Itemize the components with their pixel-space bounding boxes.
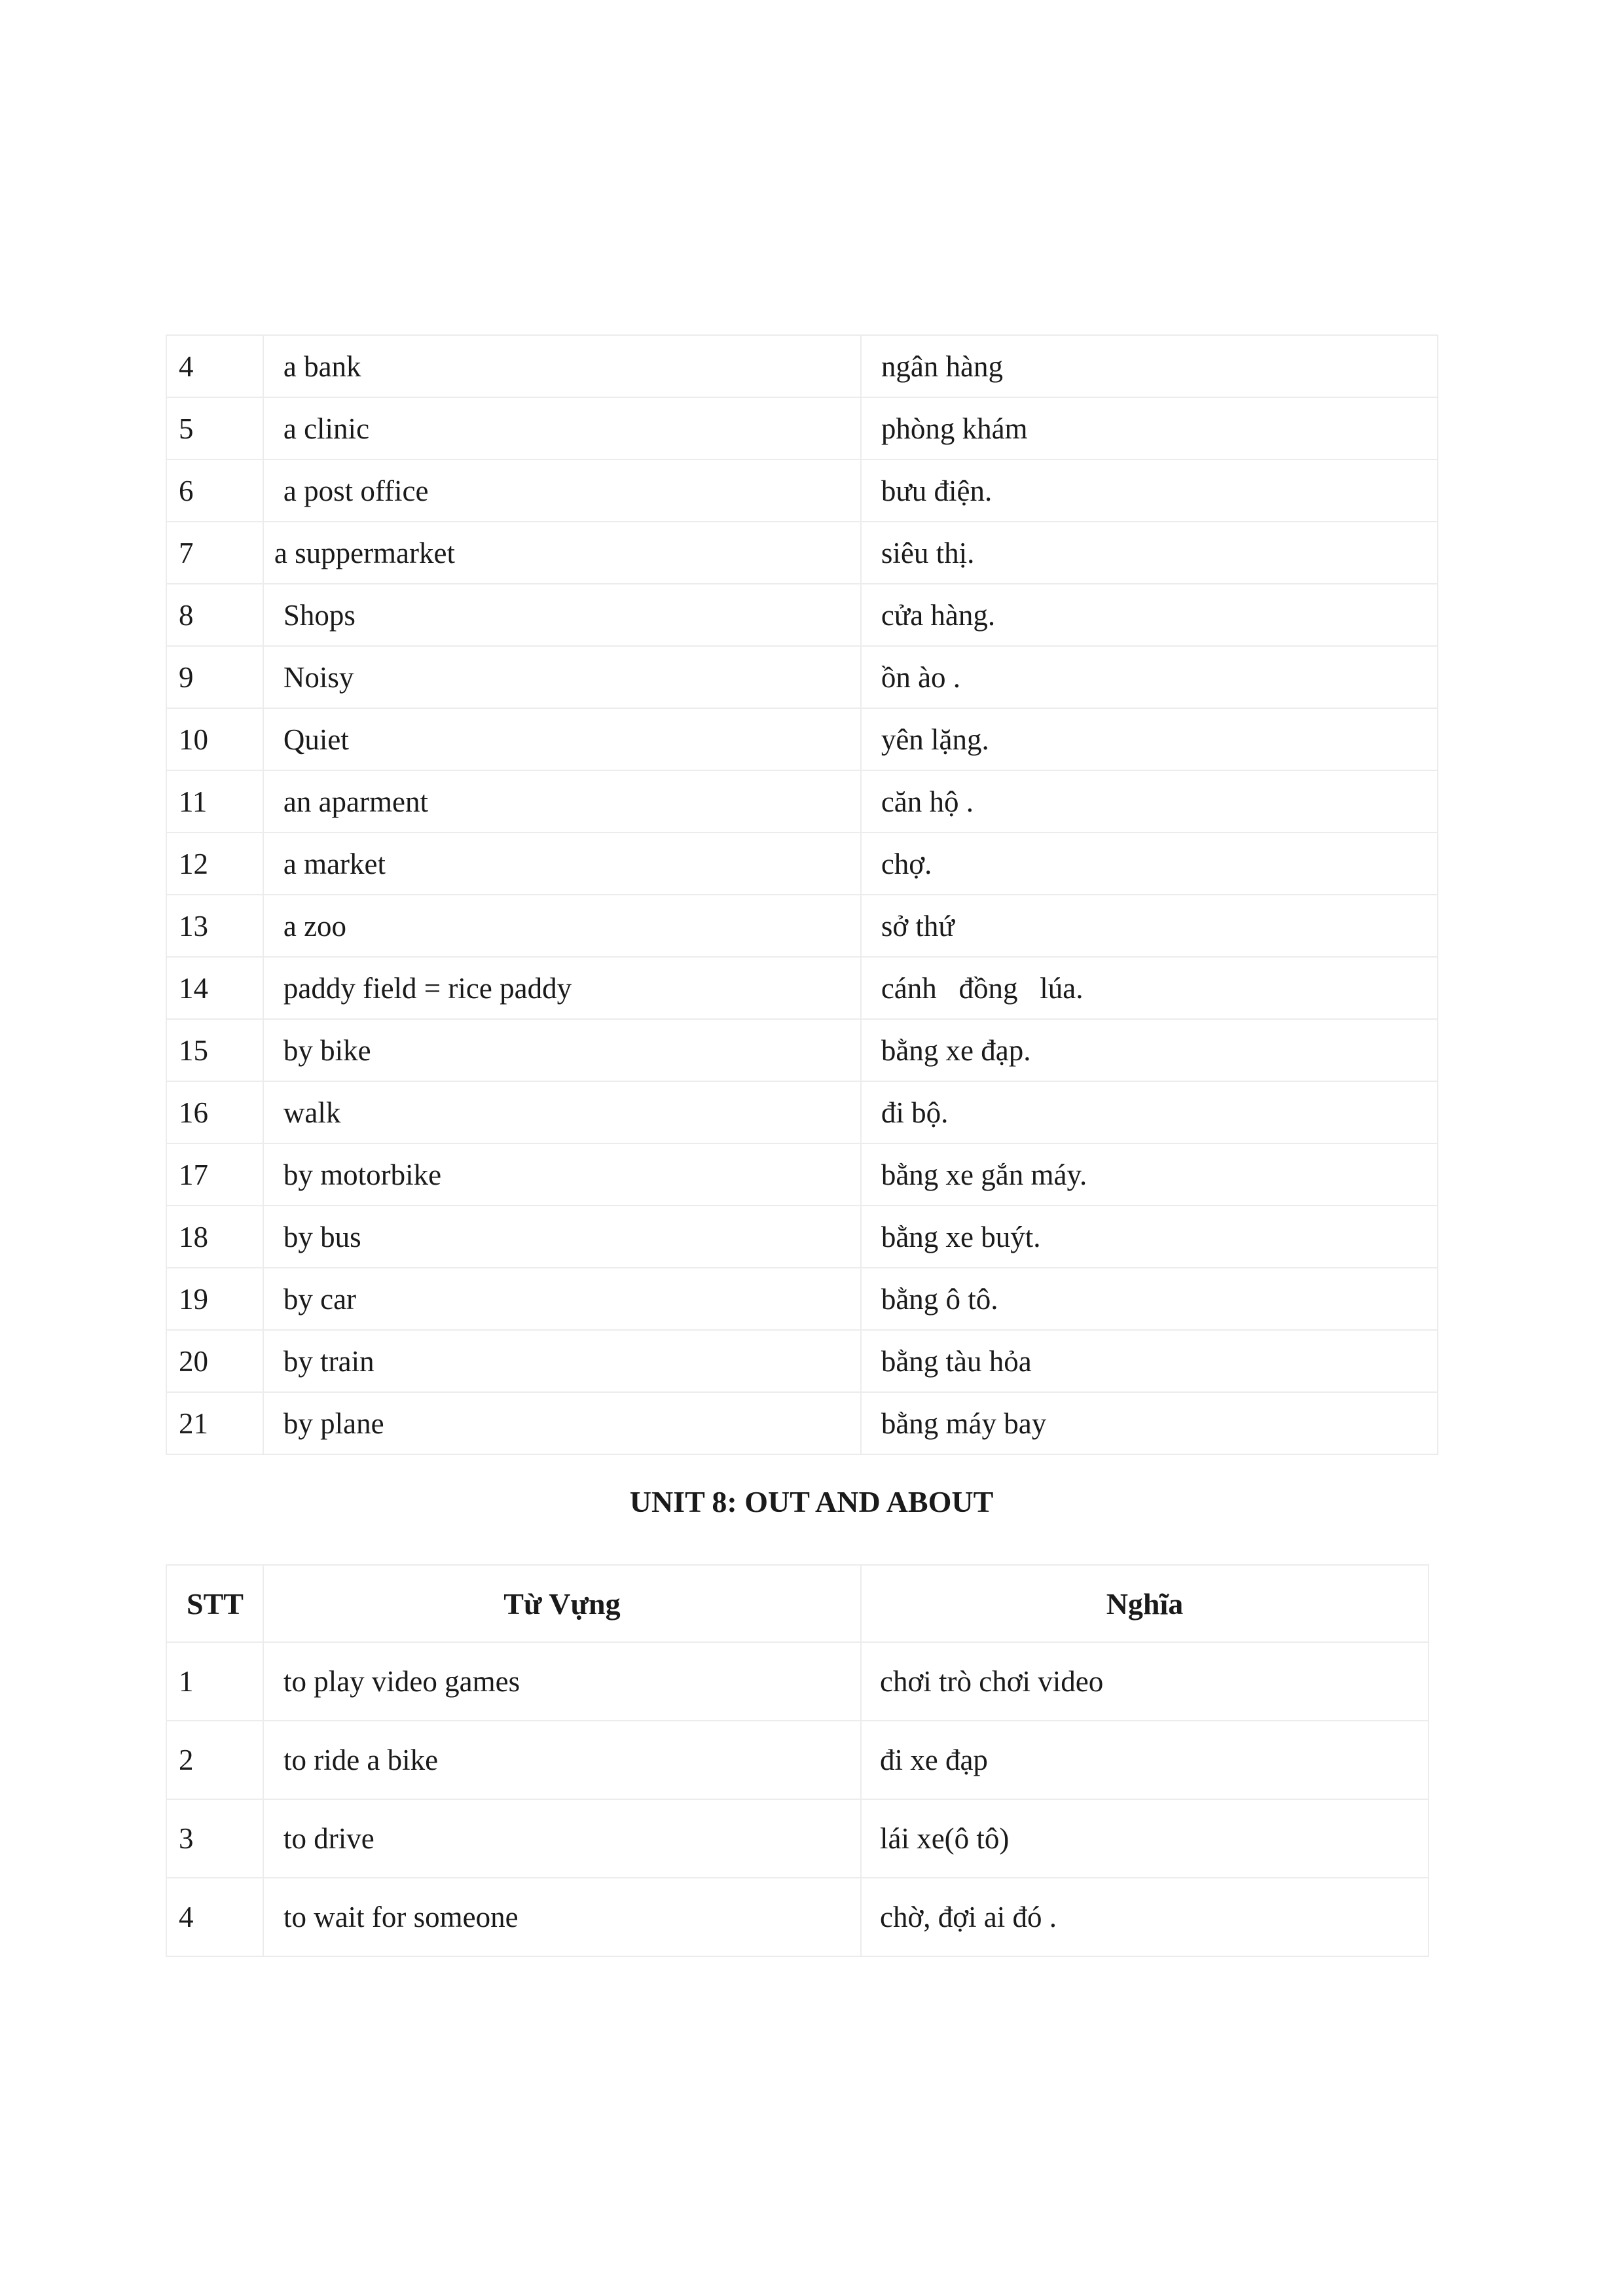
vocabulary-word: a bank — [263, 335, 861, 397]
word-meaning: bằng xe gắn máy. — [861, 1143, 1438, 1206]
word-meaning: cửa hàng. — [861, 584, 1438, 646]
row-number: 4 — [166, 335, 263, 397]
row-number: 10 — [166, 708, 263, 770]
table-row — [166, 1392, 1438, 1454]
vocabulary-word: Noisy — [263, 646, 861, 708]
table-row — [166, 397, 1438, 459]
word-meaning: căn hộ . — [861, 770, 1438, 833]
table-row — [166, 1081, 1438, 1143]
table-row — [166, 708, 1438, 770]
word-meaning: siêu thị. — [861, 522, 1438, 584]
table-row — [166, 459, 1438, 522]
word-meaning: đi xe đạp — [861, 1721, 1429, 1799]
row-number: 8 — [166, 584, 263, 646]
vocabulary-table-unit-8 — [166, 1564, 1429, 1957]
word-meaning: bằng ô tô. — [861, 1268, 1438, 1330]
vocabulary-word: a suppermarket — [263, 522, 861, 584]
row-number: 16 — [166, 1081, 263, 1143]
vocabulary-word: to drive — [263, 1799, 861, 1878]
table-row — [166, 833, 1438, 895]
row-number: 9 — [166, 646, 263, 708]
vocabulary-word: a post office — [263, 459, 861, 522]
table-row — [166, 1799, 1429, 1878]
table-row — [166, 1268, 1438, 1330]
vocabulary-word: to play video games — [263, 1642, 861, 1721]
table-row — [166, 1019, 1438, 1081]
vocabulary-word: a market — [263, 833, 861, 895]
table-row — [166, 522, 1438, 584]
column-header-meaning: Nghĩa — [861, 1565, 1429, 1642]
word-meaning: ngân hàng — [861, 335, 1438, 397]
vocabulary-word: a clinic — [263, 397, 861, 459]
word-meaning: bưu điện. — [861, 459, 1438, 522]
word-meaning: bằng máy bay — [861, 1392, 1438, 1454]
table-row — [166, 1721, 1429, 1799]
vocabulary-word: an aparment — [263, 770, 861, 833]
row-number: 12 — [166, 833, 263, 895]
table-header-row — [166, 1565, 1429, 1642]
row-number: 13 — [166, 895, 263, 957]
row-number: 7 — [166, 522, 263, 584]
table-row — [166, 1143, 1438, 1206]
row-number: 6 — [166, 459, 263, 522]
row-number: 20 — [166, 1330, 263, 1392]
row-number: 5 — [166, 397, 263, 459]
vocabulary-word: by bike — [263, 1019, 861, 1081]
vocabulary-word: by plane — [263, 1392, 861, 1454]
vocabulary-word: paddy field = rice paddy — [263, 957, 861, 1019]
word-meaning: lái xe(ô tô) — [861, 1799, 1429, 1878]
column-header-vocabulary: Từ Vựng — [263, 1565, 861, 1642]
table-row — [166, 646, 1438, 708]
word-meaning: ồn ào . — [861, 646, 1438, 708]
table-row — [166, 1878, 1429, 1956]
table-row — [166, 895, 1438, 957]
vocabulary-word: Quiet — [263, 708, 861, 770]
vocabulary-word: by motorbike — [263, 1143, 861, 1206]
word-meaning: chợ. — [861, 833, 1438, 895]
table-row — [166, 1330, 1438, 1392]
word-meaning: bằng tàu hỏa — [861, 1330, 1438, 1392]
word-meaning: sở thứ — [861, 895, 1438, 957]
word-meaning: chờ, đợi ai đó . — [861, 1878, 1429, 1956]
column-header-number: STT — [166, 1565, 263, 1642]
word-meaning: bằng xe buýt. — [861, 1206, 1438, 1268]
row-number: 1 — [166, 1642, 263, 1721]
word-meaning: phòng khám — [861, 397, 1438, 459]
vocabulary-table-continued — [166, 334, 1438, 1455]
word-meaning: đi bộ. — [861, 1081, 1438, 1143]
vocabulary-word: a zoo — [263, 895, 861, 957]
row-number: 19 — [166, 1268, 263, 1330]
row-number: 11 — [166, 770, 263, 833]
table-row — [166, 584, 1438, 646]
table-row — [166, 335, 1438, 397]
word-meaning: chơi trò chơi video — [861, 1642, 1429, 1721]
row-number: 3 — [166, 1799, 263, 1878]
section-title: UNIT 8: OUT AND ABOUT — [629, 1485, 994, 1518]
word-meaning: cánh đồng lúa. — [861, 957, 1438, 1019]
row-number: 14 — [166, 957, 263, 1019]
word-meaning: yên lặng. — [861, 708, 1438, 770]
table-row — [166, 1642, 1429, 1721]
vocabulary-word: by train — [263, 1330, 861, 1392]
vocabulary-word: Shops — [263, 584, 861, 646]
row-number: 18 — [166, 1206, 263, 1268]
table-row — [166, 1206, 1438, 1268]
row-number: 21 — [166, 1392, 263, 1454]
vocabulary-word: by bus — [263, 1206, 861, 1268]
vocabulary-word: to ride a bike — [263, 1721, 861, 1799]
word-meaning: bằng xe đạp. — [861, 1019, 1438, 1081]
row-number: 4 — [166, 1878, 263, 1956]
row-number: 15 — [166, 1019, 263, 1081]
row-number: 17 — [166, 1143, 263, 1206]
vocabulary-word: walk — [263, 1081, 861, 1143]
vocabulary-word: by car — [263, 1268, 861, 1330]
vocabulary-word: to wait for someone — [263, 1878, 861, 1956]
table-row — [166, 957, 1438, 1019]
row-number: 2 — [166, 1721, 263, 1799]
table-row — [166, 770, 1438, 833]
